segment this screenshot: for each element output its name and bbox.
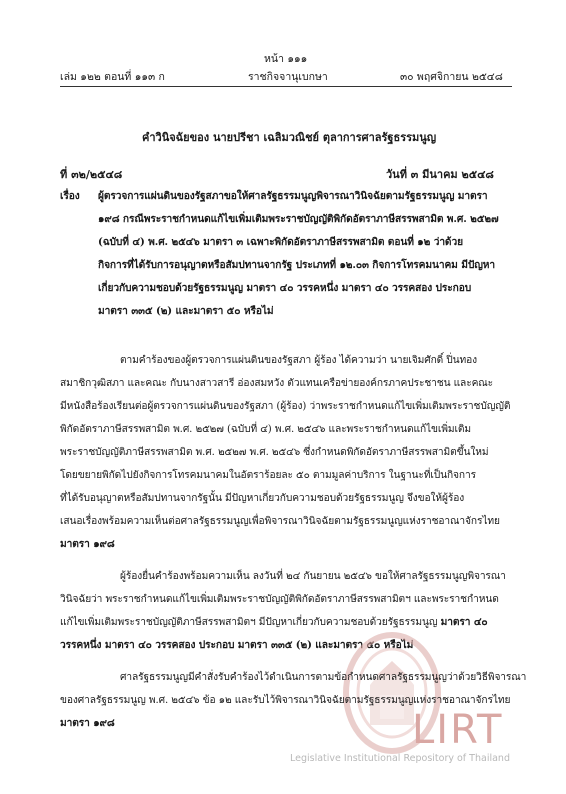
header-rule <box>60 86 512 87</box>
body-line: วินิจฉัยว่า พระราชกำหนดแก้ไขเพิ่มเติมพระราชบัญญัติพิกัดอัตราภาษีสรรพสามิตฯ และพระราชกำหนด <box>60 594 499 605</box>
decision-title: คำวินิจฉัยของ นายปรีชา เฉลิมวณิชย์ ตุลาการศาลรัฐธรรมนูญ <box>142 131 437 144</box>
gazette-name: ราชกิจจานุเบกษา <box>248 71 328 83</box>
body-line: ตามคำร้องของผู้ตรวจการแผ่นดินของรัฐสภา ผู้ร้อง ได้ความว่า นายเจิมศักดิ์ ปิ่นทอง <box>120 355 478 366</box>
subject-label: เรื่อง <box>60 190 80 202</box>
body-line: ที่ได้รับอนุญาตหรือสัมปทานจากรัฐนั้น มีปัญหาเกี่ยวกับความชอบด้วยรัฐธรรมนูญ จึงขอให้ผู้ร้อง <box>60 493 465 504</box>
body-line: ผู้ร้องยื่นคำร้องพร้อมความเห็น ลงวันที่ ๒๔ กันยายน ๒๕๔๖ ขอให้ศาลรัฐธรรมนูญพิจารณา <box>120 571 506 582</box>
subject-line: ผู้ตรวจการแผ่นดินของรัฐสภาขอให้ศาลรัฐธรรมนูญพิจารณาวินิจฉัยตามรัฐธรรมนูญ มาตรา <box>98 190 488 202</box>
body-line: ศาลรัฐธรรมนูญมีคำสั่งรับคำร้องไว้ดำเนินการตามข้อกำหนดศาลรัฐธรรมนูญว่าด้วยวิธีพิจารณา <box>120 672 527 683</box>
body-line: พิกัดอัตราภาษีสรรพสามิต พ.ศ. ๒๕๒๗ (ฉบับที่ ๔) พ.ศ. ๒๕๔๖ และพระราชกำหนดแก้ไขเพิ่มเติม <box>60 424 472 435</box>
decision-number: ที่ ๓๒/๒๕๔๘ <box>60 168 123 181</box>
subject-line: เกี่ยวกับความชอบด้วยรัฐธรรมนูญ มาตรา ๔๐ วรรคหนึ่ง มาตรา ๔๐ วรรคสอง ประกอบ <box>98 282 472 294</box>
body-line: มีหนังสือร้องเรียนต่อผู้ตรวจการแผ่นดินของรัฐสภา (ผู้ร้อง) ว่าพระราชกำหนดแก้ไขเพิ่มเติมพระราชบัญญัติ <box>60 401 511 412</box>
body-line: สมาชิกวุฒิสภา และคณะ กับนางสาวสารี อ่องสมหวัง ตัวแทนเครือข่ายองค์กรภาคประชาชน และคณะ <box>60 378 494 389</box>
gazette-volume: เล่ม ๑๒๒ ตอนที่ ๑๑๓ ก <box>60 71 165 83</box>
lirt-subtitle: Legislative Institutional Repository of Thailand <box>290 753 510 764</box>
body-text: แก้ไขเพิ่มเติมพระราชบัญญัติภาษีสรรพสามิตฯ มีปัญหาเกี่ยวกับความชอบด้วยรัฐธรรมนูญ <box>60 617 438 628</box>
gazette-date: ๓๐ พฤศจิกายน ๒๕๔๘ <box>400 71 503 83</box>
subject-line: มาตรา ๓๓๕ (๒) และมาตรา ๕๐ หรือไม่ <box>98 305 274 317</box>
body-line: ของศาลรัฐธรรมนูญ พ.ศ. ๒๕๔๖ ข้อ ๑๒ และรับไว้พิจารณาวินิจฉัยตามรัฐธรรมนูญแห่งราชอาณาจักรไทย <box>60 695 511 706</box>
subject-line: (ฉบับที่ ๔) พ.ศ. ๒๕๔๖ มาตรา ๓ เฉพาะพิกัดอัตราภาษีสรรพสามิต ตอนที่ ๑๒ ว่าด้วย <box>98 236 463 248</box>
body-text-bold: มาตรา ๔๐ <box>440 616 488 628</box>
subject-line: กิจการที่ได้รับการอนุญาตหรือสัมปทานจากรัฐ ประเภทที่ ๑๒.๐๓ กิจการโทรคมนาคม มีปัญหา <box>98 259 496 271</box>
lirt-logo: LIRT <box>412 707 504 753</box>
subject-line: ๑๙๘ กรณีพระราชกำหนดแก้ไขเพิ่มเติมพระราชบัญญัติพิกัดอัตราภาษีสรรพสามิต พ.ศ. ๒๕๒๗ <box>98 213 499 225</box>
body-line: โดยขยายพิกัดไปยังกิจการโทรคมนาคมในอัตราร้อยละ ๕๐ ตามมูลค่าบริการ ในฐานะที่เป็นกิจการ <box>60 470 476 481</box>
body-line: พระราชบัญญัติภาษีสรรพสามิต พ.ศ. ๒๕๒๗ พ.ศ. ๒๕๔๖ ซึ่งกำหนดพิกัดอัตราภาษีสรรพสามิตขึ้นใหม่ <box>60 447 489 458</box>
decision-date: วันที่ ๓ มีนาคม ๒๕๔๘ <box>386 168 494 181</box>
page-number: หน้า ๑๑๑ <box>264 53 308 65</box>
body-line: มาตรา ๑๙๘ <box>60 717 115 729</box>
body-line: เสนอเรื่องพร้อมความเห็นต่อศาลรัฐธรรมนูญเพื่อพิจารณาวินิจฉัยตามรัฐธรรมนูญแห่งราชอาณาจักรไทย <box>60 516 500 527</box>
body-line: มาตรา ๑๙๘ <box>60 538 115 550</box>
body-line: วรรคหนึ่ง มาตรา ๔๐ วรรคสอง ประกอบ มาตรา ๓๓๕ (๒) และมาตรา ๕๐ หรือไม่ <box>60 639 414 651</box>
